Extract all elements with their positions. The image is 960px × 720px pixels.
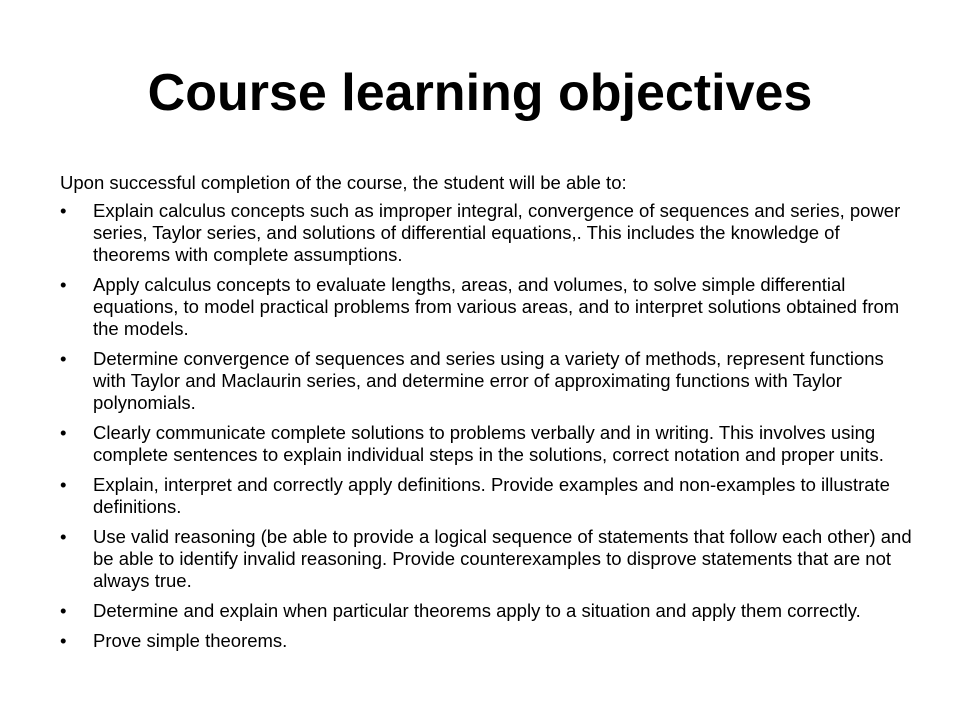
bullet-icon: • bbox=[60, 274, 67, 295]
slide-body bbox=[60, 172, 912, 660]
bullet-icon: • bbox=[60, 474, 67, 495]
objective-text: Determine and explain when particular theorems apply to a situation and apply them correctly. bbox=[93, 600, 861, 621]
objective-text: Use valid reasoning (be able to provide a logical sequence of statements that follow each other) and be able to identify invalid reasoning. Provide counterexamples to disprove statements that are not always true. bbox=[93, 526, 912, 591]
bullet-icon: • bbox=[60, 630, 67, 651]
objective-item bbox=[60, 474, 912, 518]
bullet-icon: • bbox=[60, 200, 67, 221]
objective-item bbox=[60, 600, 912, 622]
bullet-icon: • bbox=[60, 422, 67, 443]
intro-text: Upon successful completion of the course, the student will be able to: bbox=[60, 172, 627, 193]
objectives-list bbox=[60, 200, 912, 652]
objective-item bbox=[60, 630, 912, 652]
objective-text: Apply calculus concepts to evaluate lengths, areas, and volumes, to solve simple differential equations, to model practical problems from various areas, and to interpret solutions obtained from the models. bbox=[93, 274, 900, 339]
slide-title: Course learning objectives bbox=[147, 64, 813, 122]
objective-text: Prove simple theorems. bbox=[93, 630, 288, 651]
objective-text: Determine convergence of sequences and series using a variety of methods, represent functions with Taylor and Maclaurin series, and determine error of approximating functions with Taylor polynomials. bbox=[93, 348, 884, 413]
objective-item bbox=[60, 274, 912, 340]
objective-item bbox=[60, 348, 912, 414]
objective-item bbox=[60, 526, 912, 592]
objective-text: Explain calculus concepts such as improper integral, convergence of sequences and series, power series, Taylor series, and solutions of differential equations,. This includes the knowledge of theorems with complete assumptions. bbox=[93, 200, 901, 265]
bullet-icon: • bbox=[60, 526, 67, 547]
objective-text: Clearly communicate complete solutions to problems verbally and in writing. This involves using complete sentences to explain individual steps in the solutions, correct notation and proper units. bbox=[93, 422, 884, 465]
objective-text: Explain, interpret and correctly apply definitions. Provide examples and non-examples to illustrate definitions. bbox=[93, 474, 890, 517]
objective-item bbox=[60, 422, 912, 466]
bullet-icon: • bbox=[60, 348, 67, 369]
bullet-icon: • bbox=[60, 600, 67, 621]
objective-item bbox=[60, 200, 912, 266]
